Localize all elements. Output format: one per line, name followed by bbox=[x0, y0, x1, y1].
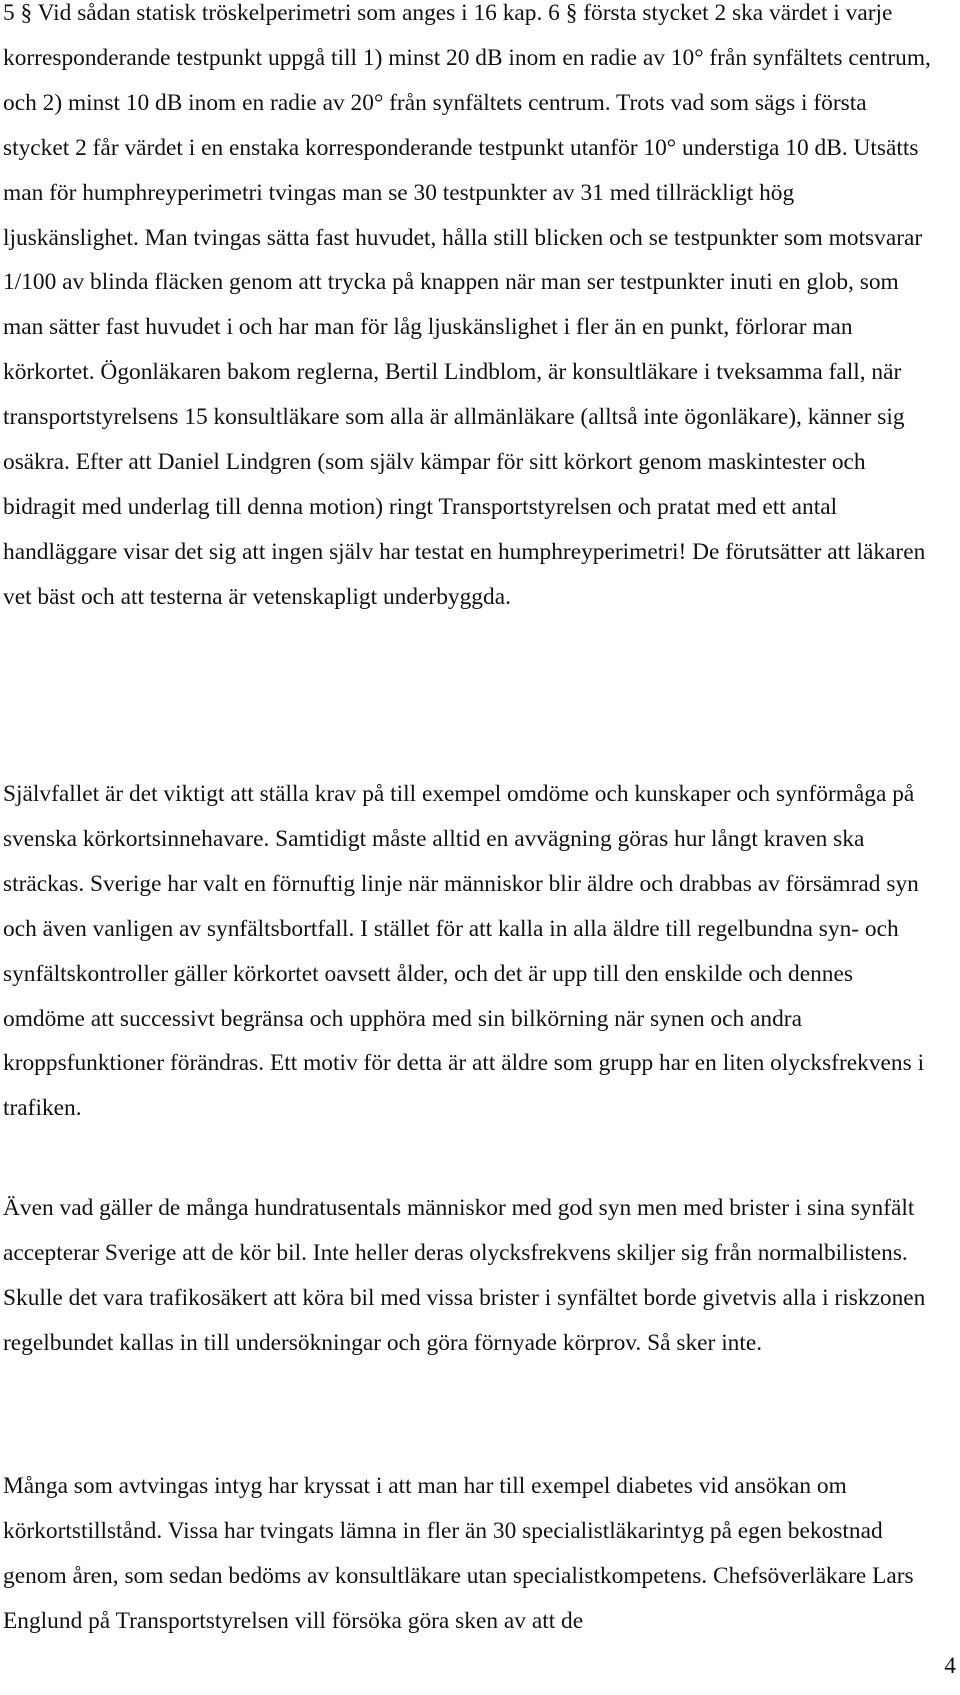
paragraph-driver-requirements bbox=[3, 772, 933, 1131]
paragraph-visual-field-deficits bbox=[3, 1186, 933, 1366]
paragraph-visual-field-rules bbox=[3, 0, 933, 620]
paragraph-text: Självfallet är det viktigt att ställa krav på till exempel omdöme och kunskaper och synförmåga på svenska körkortsinnehavare. Samtidigt måste alltid en avvägning göras hur långt kraven ska sträckas. Sverige har valt en förnuftig linje när människor blir äldre och drabbas av försämrad syn och även vanligen av synfältsbortfall. I stället för att kalla in alla äldre till regelbundna syn- och synfältskontroller gäller körkortet oavsett ålder, och det är upp till den enskilde och dennes omdöme att successivt begränsa och upphöra med sin bilkörning när synen och andra kroppsfunktioner förändras. Ett motiv för detta är att äldre som grupp har en liten olycksfrekvens i trafiken. bbox=[3, 781, 925, 1122]
paragraph-text: Även vad gäller de många hundratusentals människor med god syn men med brister i sina synfält accepterar Sverige att de kör bil. Inte heller deras olycksfrekvens skiljer sig från normalbilistens. Skulle det vara trafikosäkert att köra bil med vissa brister i synfältet borde givetvis alla i riskzonen regelbundet kallas in till undersökningar och göra förnyade körprov. Så sker inte. bbox=[3, 1195, 926, 1356]
paragraph-text: 5 § Vid sådan statisk tröskelperimetri som anges i 16 kap. 6 § första stycket 2 ska värdet i varje korresponderande testpunkt uppgå till 1) minst 20 dB inom en radie av 10° från synfältets centrum, och 2) minst 10 dB inom en radie av 20° från synfältets centrum. Trots vad som sägs i första stycket 2 får värdet i en enstaka korresponderande testpunkt utanför 10° understiga 10 dB. Utsätts man för humphreyperimetri tvingas man se 30 testpunkter av 31 med tillräckligt hög ljuskänslighet. Man tvingas sätta fast huvudet, hålla still blicken och se testpunkter som motsvarar 1/100 av blinda fläcken genom att trycka på knappen när man ser testpunkter inuti en glob, som man sätter fast huvudet i och har man för låg ljuskänslighet i fler än en punkt, förlorar man körkortet. Ögonläkaren bakom reglerna, Bertil Lindblom, är konsultläkare i tveksamma fall, när transportstyrelsens 15 konsultläkare som alla är allmänläkare (alltså inte ögonläkare), känner sig osäkra. Efter att Daniel Lindgren (som själv kämpar för sitt körkort genom maskintester och bidragit med underlag till denna motion) ringt Transportstyrelsen och pratat med ett antal handläggare visar det sig att ingen själv har testat en humphreyperimetri! De förutsätter att läkaren vet bäst och att testerna är vetenskapligt underbyggda. bbox=[3, 0, 931, 610]
paragraph-medical-certificates bbox=[3, 1464, 933, 1644]
page-number: 4 bbox=[944, 1653, 956, 1679]
paragraph-text: Många som avtvingas intyg har kryssat i att man har till exempel diabetes vid ansökan om körkortstillstånd. Vissa har tvingats lämna in fler än 30 specialistläkarintyg på egen bekostnad genom åren, som sedan bedöms av konsultläkare utan specialistkompetens. Chefsöverläkare Lars Englund på Transportstyrelsen vill försöka göra sken av att de bbox=[3, 1473, 914, 1634]
